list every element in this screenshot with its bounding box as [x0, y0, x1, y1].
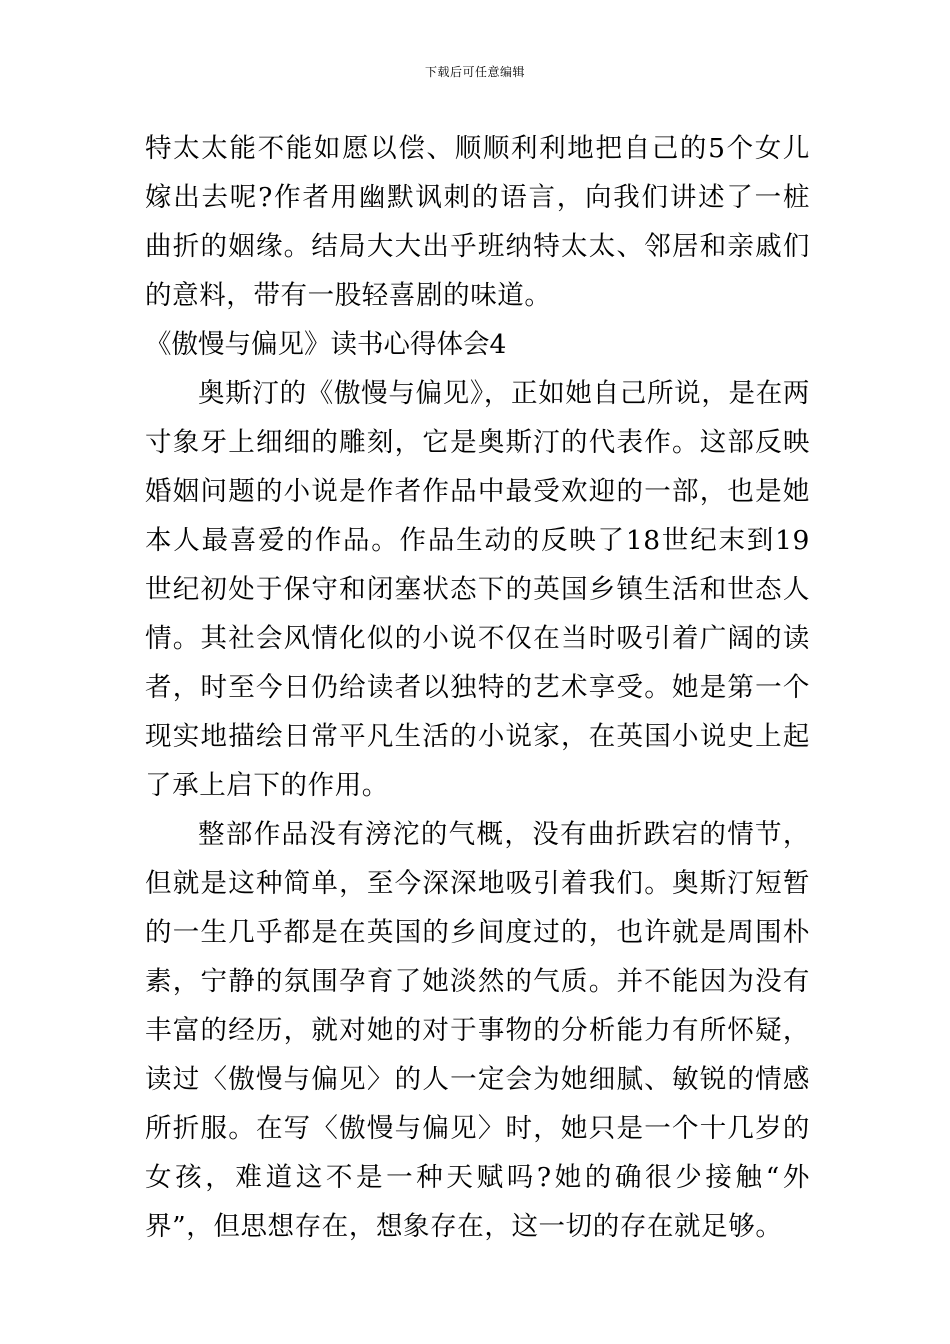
body-paragraph-2: 整部作品没有滂沱的气概，没有曲折跌宕的情节，但就是这种简单，至今深深地吸引着我们。奥斯汀短暂的一生几乎都是在英国的乡间度过的，也许就是周围朴素，宁静的氛围孕育了她淡然的气质。并不能因为没有丰富的经历，就对她的对于事物的分析能力有所怀疑，读过〈傲慢与偏见〉的人一定会为她细腻、敏锐的情感所折服。在写〈傲慢与偏见〉时，她只是一个十几岁的女孩，难道这不是一种天赋吗?她的确很少接触“外界”，但思想存在，想象存在，这一切的存在就足够。 — [145, 819, 810, 1242]
page-header-note: 下载后可任意编辑 — [424, 65, 525, 79]
section-title: 《傲慢与偏见》读书心得体会4 — [145, 329, 507, 360]
continuation-paragraph: 特太太能不能如愿以偿、顺顺利利地把自己的5个女儿嫁出去呢?作者用幽默讽刺的语言，向我们讲述了一桩曲折的姻缘。结局大大出乎班纳特太太、邻居和亲戚们的意料，带有一股轻喜剧的味道。 — [145, 133, 810, 311]
document-body — [145, 124, 810, 1251]
body-paragraph-1: 奥斯汀的《傲慢与偏见》，正如她自己所说，是在两寸象牙上细细的雕刻，它是奥斯汀的代表作。这部反映婚姻问题的小说是作者作品中最受欢迎的一部，也是她本人最喜爱的作品。作品生动的反映了18世纪末到19世纪初处于保守和闭塞状态下的英国乡镇生活和世态人情。其社会风情化似的小说不仅在当时吸引着广阔的读者，时至今日仍给读者以独特的艺术享受。她是第一个现实地描绘日常平凡生活的小说家，在英国小说史上起了承上启下的作用。 — [145, 378, 810, 801]
